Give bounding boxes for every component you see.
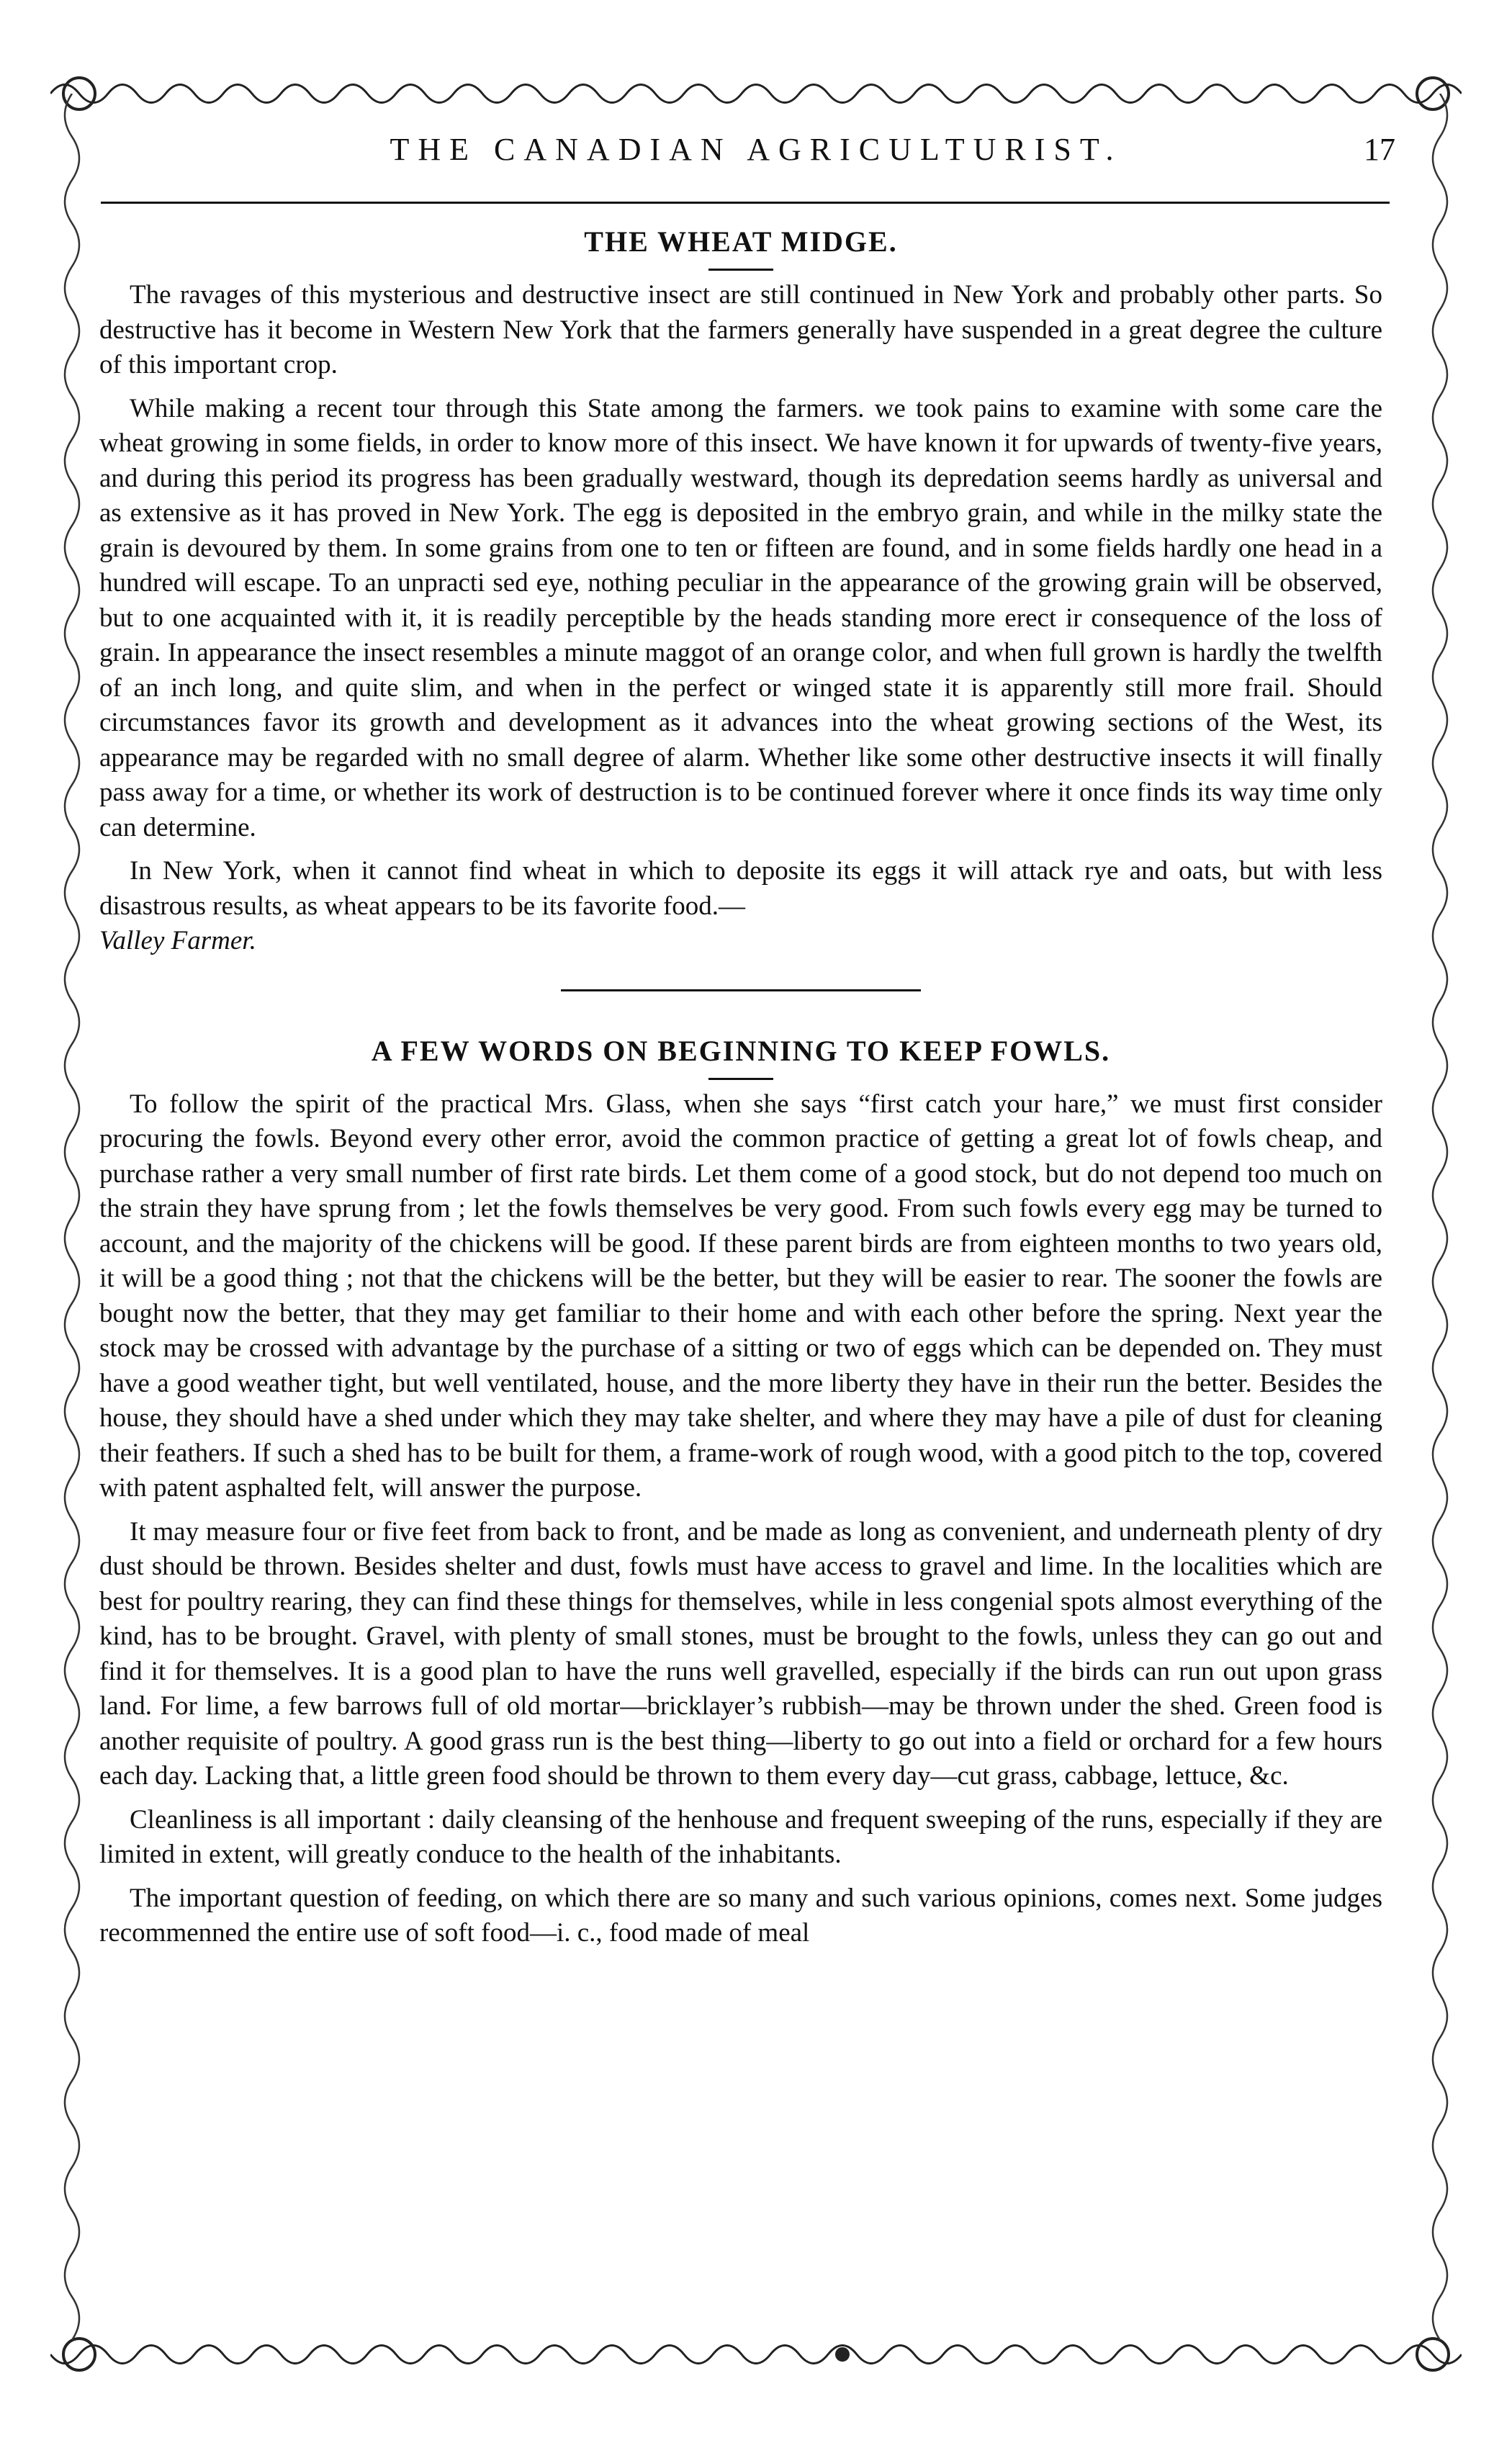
paragraph: The important question of feeding, on which there are so many and such various opinions, comes next. Some judges recommenned the entire use of soft food—i. c., food made of meal — [99, 1883, 1382, 1948]
ornamental-border-top — [50, 72, 1462, 115]
article-title-wheat-midge: THE WHEAT MIDGE. — [584, 225, 898, 258]
paragraph: Cleanliness is all important : daily cleansing of the henhouse and frequent sweeping of the runs, especially if they are limited in extent, will greatly conduce to the health of the inhabitants. — [99, 1804, 1382, 1869]
ornamental-border-bottom — [50, 2333, 1462, 2376]
paragraph — [99, 854, 1382, 959]
paragraph-text: In New York, when it cannot find wheat in which to deposite its eggs it will attack rye and oats, but with less disastrous results, as wheat appears to be its favorite food.— — [99, 856, 1382, 921]
source-citation: Valley Farmer. — [99, 926, 256, 955]
ornamental-border-left — [50, 94, 94, 2347]
section-divider — [561, 989, 921, 991]
header-rule — [101, 202, 1390, 204]
page-content — [99, 220, 1382, 1960]
page-number: 17 — [1364, 132, 1395, 167]
running-head — [101, 128, 1411, 171]
journal-title: THE CANADIAN AGRICULTURIST. — [390, 132, 1122, 167]
title-dash — [708, 1078, 773, 1080]
ornamental-border-right — [1418, 94, 1462, 2347]
paragraph: While making a recent tour through this State among the farmers. we took pains to examine with some care the wheat growing in some fields, in order to know more of this insect. We have known it for upwards of twenty-five years, and during this period its progress has been gradually westward, though its depredation seems hardly as universal and as extensive as it has proved in New York. The egg is deposited in the embryo grain, and while in the milky state the grain is devoured by them. In some grains from one to ten or fifteen are found, and in some fields hardly one head in a hundred will escape. To an unpracti sed eye, nothing peculiar in the appearance of the growing grain will be observed, but to one acquainted with it, it is readily perceptible by the heads standing more erect ir consequence of the loss of grain. In appearance the insect resembles a minute maggot of an orange color, and when full grown is hardly the twelfth of an inch long, and quite slim, and when in the perfect or winged state it is apparently still more frail. Should circumstances favor its growth and development as it advances into the wheat growing sections of the West, its appearance may be regarded with no small degree of alarm. Whether like some other destructive insects it will finally pass away for a time, or whether its work of destruction is to be continued forever where it once finds its way time only can determine. — [99, 393, 1382, 842]
title-dash — [708, 269, 773, 271]
article-title-fowls: A FEW WORDS ON BEGINNING TO KEEP FOWLS. — [371, 1034, 1111, 1067]
paragraph: It may measure four or five feet from back to front, and be made as long as convenient, and underneath plenty of dry dust should be thrown. Besides shelter and dust, fowls must have access to gravel and lime. In the localities which are best for poultry rearing, they can find these things for themselves, while in less congenial spots almost everything of the kind, has to be brought. Gravel, with plenty of small stones, must be brought to the fowls, unless they can go out and find it for themselves. It is a good plan to have the runs well gravelled, especially if the birds can run out upon grass land. For lime, a few barrows full of old mortar—bricklayer’s rubbish—may be thrown under the shed. Green food is another requisite of poultry. A good grass run is the best thing—liberty to go out into a field or orchard for a few hours each day. Lacking that, a little green food should be thrown to them every day—cut grass, cabbage, lettuce, &c. — [99, 1516, 1382, 1791]
paragraph: To follow the spirit of the practical Mrs. Glass, when she says “first catch your hare,” we must first consider procuring the fowls. Beyond every other error, avoid the common practice of getting a great lot of fowls cheap, and purchase rather a very small number of first rate birds. Let them come of a good stock, but do not depend too much on the strain they have sprung from ; let the fowls themselves be very good. From such fowls every egg may be turned to account, and the majority of the chickens will be good. If these parent birds are from eighteen months to two years old, it will be a good thing ; not that the chickens will be the better, but they will be easier to rear. The sooner the fowls are bought now the better, that they may get familiar to their home and with each other before the spring. Next year the stock may be crossed with advantage by the purchase of a sitting or two of eggs which can be depended on. They must have a good weather tight, but well ventilated, house, and the more liberty they have in their run the better. Besides the house, they should have a shed under which they may take shelter, and where they may have a pile of dust for cleaning their feathers. If such a shed has to be built for them, a frame-work of rough wood, with a good pitch to the top, covered with patent asphalted felt, will answer the purpose. — [99, 1089, 1382, 1503]
paragraph: The ravages of this mysterious and destructive insect are still continued in New York and probably other parts. So destructive has it become in Western New York that the farmers generally have suspended in a great degree the culture of this important crop. — [99, 280, 1382, 379]
